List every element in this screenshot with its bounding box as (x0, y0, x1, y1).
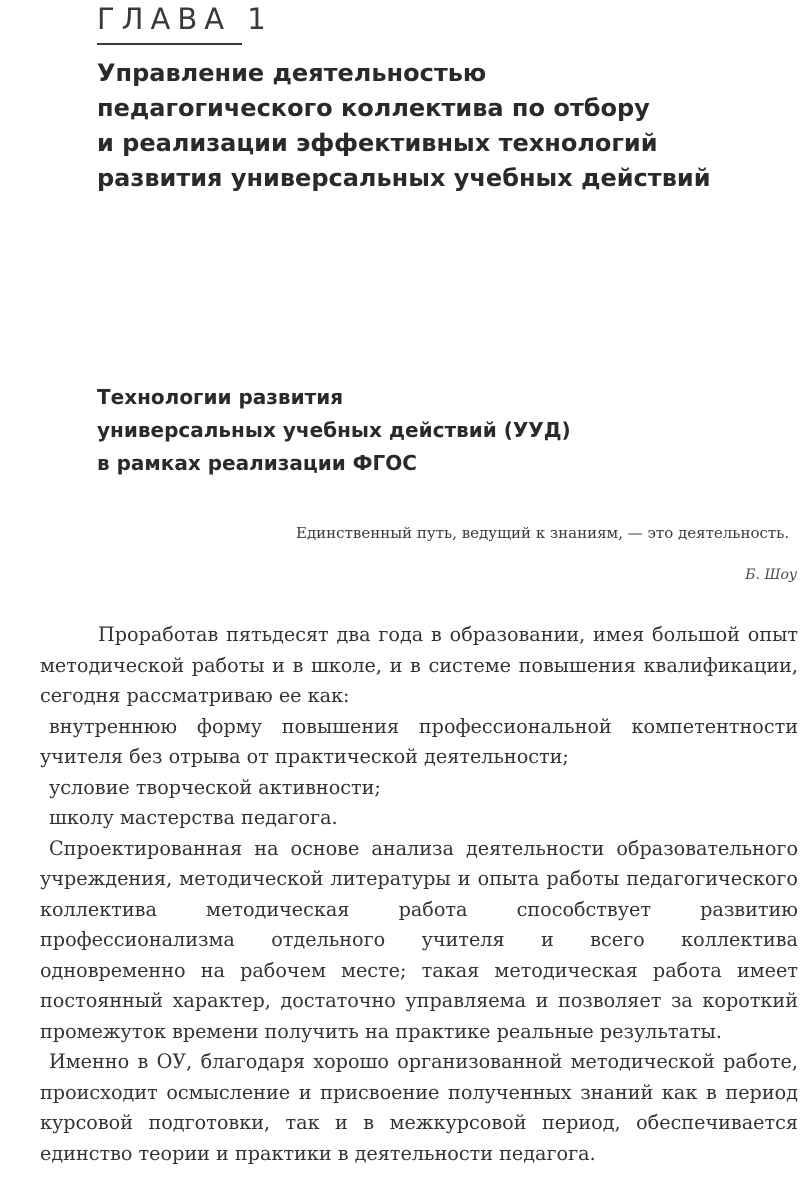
section-title-line: универсальных учебных действий (УУД) (97, 418, 571, 442)
section-title-line: Технологии развития (97, 385, 344, 409)
list-item: школу мастерства педагога. (49, 806, 338, 829)
epigraph-quote: Единственный путь, ведущий к знаниям, — это деятельность. (296, 524, 790, 542)
chapter-title (97, 56, 802, 196)
section-title-line: в рамках реализации ФГОС (97, 451, 417, 475)
paragraph: Проработав пятьдесят два года в образовании, имея большой опыт методической работы и в школе, и в системе повышения квалификации, сегодня рассматриваю ее как: (40, 623, 798, 707)
section-title (97, 381, 802, 480)
chapter-title-line: и реализации эффективных технологий (97, 129, 658, 157)
list-item: условие творческой активности; (49, 775, 381, 799)
paragraph: Именно в ОУ, благодаря хорошо организованной методической работе, происходит осмысление и присвоение полученных знаний как в период курсовой подготовки, так и в межкурсовой период, обеспечивается единство теории и практики в деятельности педагога. (40, 1050, 798, 1165)
chapter-title-line: педагогического коллектива по отбору (97, 94, 650, 122)
body-text (40, 620, 798, 1169)
list-item: внутреннюю форму повышения профессиональной компетентности учителя без отрыва от практической деятельности; (40, 714, 798, 768)
chapter-title-line: Управление деятельностью (97, 59, 487, 87)
chapter-title-line: развития универсальных учебных действий (97, 164, 711, 192)
paragraph: Спроектированная на основе анализа деятельности образовательного учреждения, методической литературы и опыта работы педагогического коллектива методическая работа способствует развитию профессионализма отдельного учителя и всего коллектива одновременно на рабочем месте; такая методическая работа имеет постоянный характер, достаточно управляема и позволяет за короткий промежуток времени получить на практике реальные результаты. (40, 836, 798, 1043)
epigraph-author: Б. Шоу (745, 567, 797, 583)
chapter-underline (97, 43, 242, 45)
chapter-label: ГЛАВА 1 (97, 2, 273, 36)
